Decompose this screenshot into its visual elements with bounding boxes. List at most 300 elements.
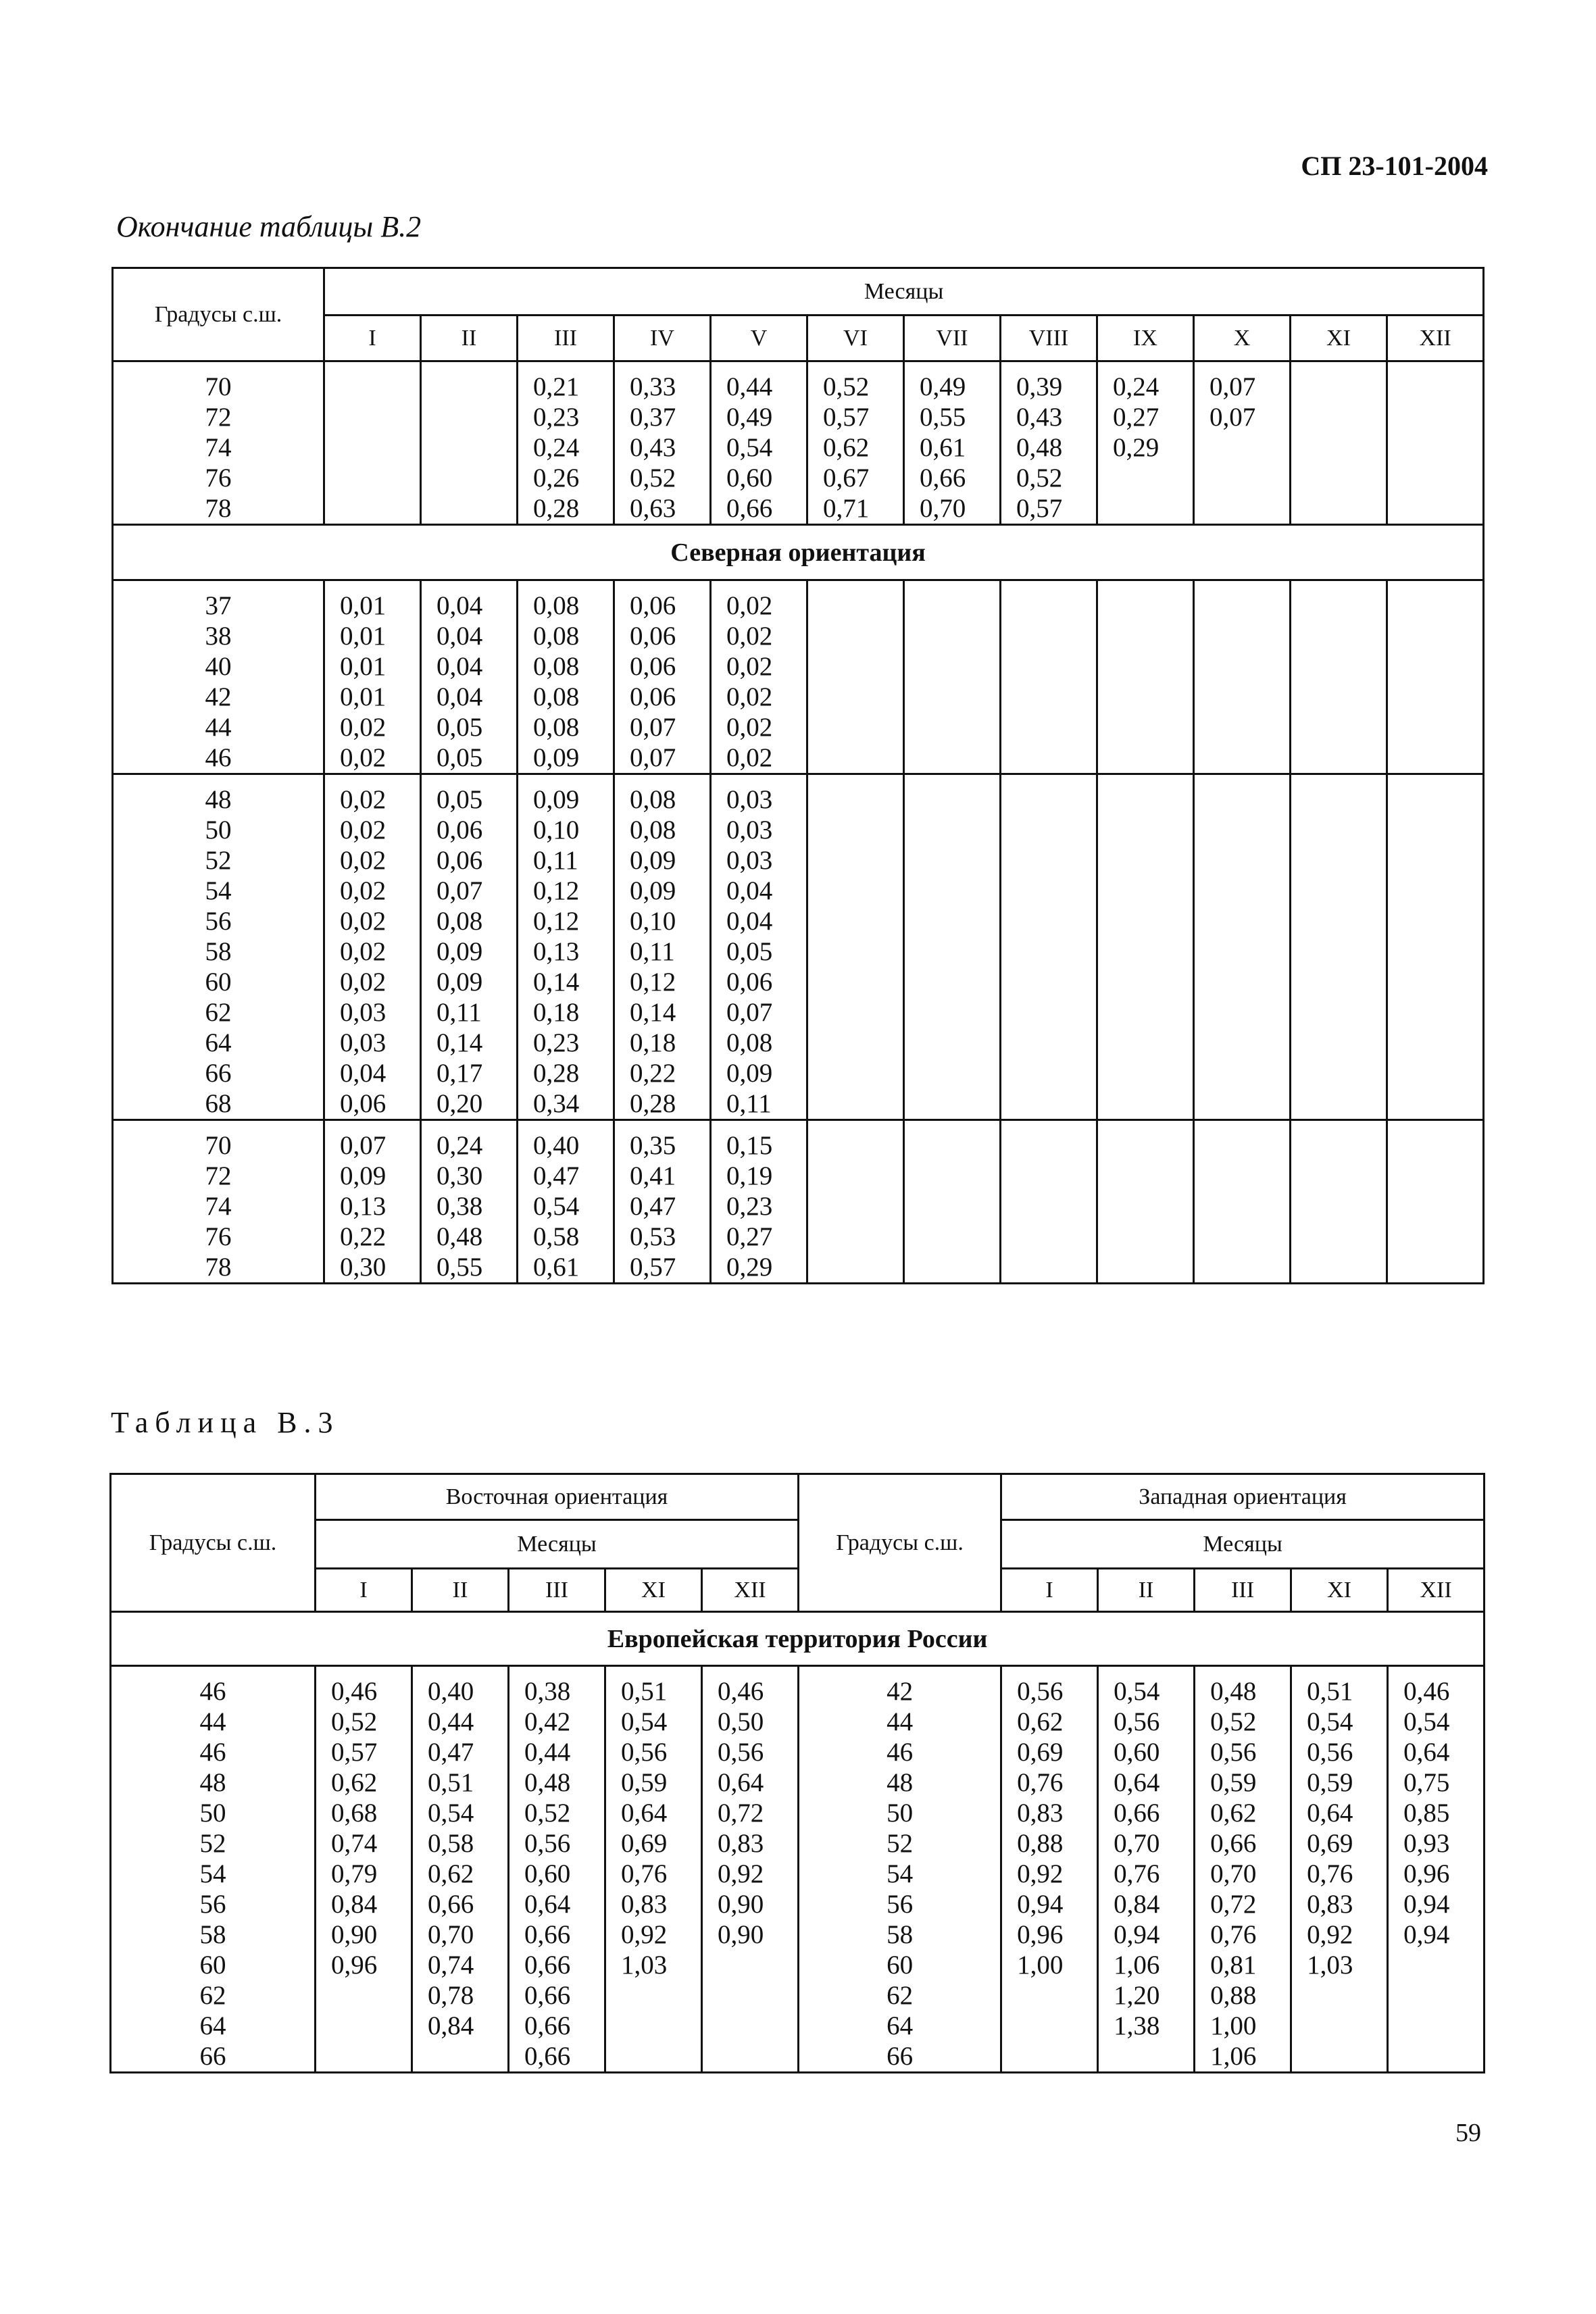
cell-value: 0,02: [340, 785, 386, 814]
west-value-cell: [1195, 1666, 1291, 2073]
cell-value: 0,84: [331, 1890, 378, 1919]
cell-value: 0,60: [726, 463, 773, 493]
cell-value: 0,11: [726, 1089, 772, 1118]
cell-value: 0,01: [340, 622, 386, 651]
value-cell: [1387, 1120, 1484, 1284]
cell-value: 46: [199, 1738, 226, 1767]
cell-value: 0,61: [920, 433, 966, 462]
cell-value: 0,18: [630, 1028, 676, 1057]
cell-value: 0,43: [1016, 403, 1063, 432]
cell-value: 72: [205, 403, 232, 432]
cell-value: 0,52: [630, 463, 676, 493]
value-cell: [711, 774, 807, 1120]
cell-value: 40: [205, 652, 232, 681]
value-cell: [711, 580, 807, 774]
cell-value: 0,78: [428, 1981, 474, 2010]
cell-value: 54: [887, 1859, 914, 1888]
cell-value: 0,41: [630, 1161, 676, 1190]
cell-value: 0,02: [726, 591, 773, 620]
cell-value: 0,76: [621, 1859, 668, 1888]
cell-value: 74: [205, 1192, 232, 1221]
cell-value: 0,46: [331, 1677, 378, 1706]
cell-value: 0,90: [331, 1920, 378, 1949]
cell-value: 0,49: [920, 372, 966, 401]
east-month-header-cell: I: [316, 1569, 412, 1612]
cell-value: 0,09: [533, 743, 580, 772]
cell-value: 0,24: [437, 1131, 483, 1160]
cell-value: 0,76: [1017, 1768, 1064, 1797]
cell-value: 0,83: [718, 1829, 764, 1858]
value-cell: [1387, 361, 1484, 525]
cell-value: 64: [199, 2011, 226, 2040]
cell-value: 0,55: [437, 1253, 483, 1282]
cell-value: 0,20: [437, 1089, 483, 1118]
east-month-header-cell: III: [509, 1569, 605, 1612]
west-month-header-cell: III: [1195, 1569, 1291, 1612]
cell-value: 0,96: [331, 1951, 378, 1980]
cell-value: 0,04: [726, 907, 773, 936]
cell-value: 0,54: [621, 1707, 668, 1736]
value-cell: [1097, 580, 1194, 774]
west-value-cell: [1098, 1666, 1195, 2073]
cell-value: 0,83: [1307, 1890, 1353, 1919]
cell-value: 0,08: [630, 815, 676, 845]
table-b2-caption: Окончание таблицы В.2: [116, 210, 422, 243]
cell-value: 0,23: [533, 1028, 580, 1057]
cell-value: 0,38: [437, 1192, 483, 1221]
cell-value: 0,56: [1210, 1738, 1257, 1767]
value-cell: [1387, 580, 1484, 774]
cell-value: 0,02: [726, 743, 773, 772]
cell-value: 0,48: [437, 1222, 483, 1251]
cell-value: 0,06: [630, 591, 676, 620]
cell-value: 0,64: [1403, 1738, 1450, 1767]
months-header: Месяцы: [324, 268, 1484, 316]
cell-value: 0,57: [630, 1253, 676, 1282]
latitude-cell: [113, 1120, 324, 1284]
cell-value: 0,05: [437, 713, 483, 742]
cell-value: 74: [205, 433, 232, 462]
cell-value: 0,05: [437, 743, 483, 772]
cell-value: 0,08: [533, 622, 580, 651]
cell-value: 0,02: [726, 682, 773, 711]
cell-value: 0,17: [437, 1059, 483, 1088]
cell-value: 0,55: [920, 403, 966, 432]
cell-value: 0,62: [1210, 1799, 1257, 1828]
cell-value: 48: [199, 1768, 226, 1797]
cell-value: 0,88: [1210, 1981, 1257, 2010]
cell-value: 0,57: [1016, 494, 1063, 523]
month-header-cell: IX: [1097, 316, 1194, 361]
cell-value: 0,02: [340, 846, 386, 875]
cell-value: 0,69: [1307, 1829, 1353, 1858]
cell-value: 0,69: [1017, 1738, 1064, 1767]
cell-value: 70: [205, 1131, 232, 1160]
cell-value: 0,66: [1114, 1799, 1160, 1828]
west-latitude-header: Градусы с.ш.: [799, 1474, 1001, 1612]
cell-value: 0,54: [533, 1192, 580, 1221]
value-cell: [1194, 1120, 1291, 1284]
page-number: 59: [1455, 2119, 1481, 2147]
cell-value: 0,04: [437, 652, 483, 681]
cell-value: 0,04: [726, 876, 773, 905]
cell-value: 52: [199, 1829, 226, 1858]
cell-value: 0,02: [726, 652, 773, 681]
cell-value: 0,28: [630, 1089, 676, 1118]
cell-value: 0,54: [428, 1799, 474, 1828]
value-cell: [1194, 774, 1291, 1120]
cell-value: 0,02: [340, 967, 386, 997]
cell-value: 0,14: [533, 967, 580, 997]
value-cell: [1194, 580, 1291, 774]
value-cell: [421, 1120, 518, 1284]
cell-value: 60: [199, 1951, 226, 1980]
cell-value: 0,07: [726, 998, 773, 1027]
cell-value: 52: [205, 846, 232, 875]
value-cell: [1291, 361, 1387, 525]
cell-value: 0,02: [340, 937, 386, 966]
cell-value: 0,22: [340, 1222, 386, 1251]
cell-value: 0,03: [340, 1028, 386, 1057]
cell-value: 0,53: [630, 1222, 676, 1251]
cell-value: 0,08: [533, 713, 580, 742]
month-header-cell: VIII: [1001, 316, 1097, 361]
cell-value: 0,02: [340, 876, 386, 905]
cell-value: 0,14: [630, 998, 676, 1027]
east-value-cell: [509, 1666, 605, 2073]
cell-value: 0,24: [1113, 372, 1159, 401]
cell-value: 0,74: [331, 1829, 378, 1858]
section-title-north: Северная ориентация: [113, 525, 1484, 580]
cell-value: 0,34: [533, 1089, 580, 1118]
section-row-north: [113, 525, 1484, 580]
cell-value: 0,03: [340, 998, 386, 1027]
cell-value: 0,66: [524, 1981, 571, 2010]
value-cell: [1291, 774, 1387, 1120]
cell-value: 38: [205, 622, 232, 651]
value-cell: [904, 774, 1001, 1120]
value-cell: [1001, 361, 1097, 525]
cell-value: 0,22: [630, 1059, 676, 1088]
cell-value: 0,51: [428, 1768, 474, 1797]
west-orientation-header: Западная ориентация: [1001, 1474, 1485, 1520]
cell-value: 0,90: [718, 1920, 764, 1949]
cell-value: 0,04: [340, 1059, 386, 1088]
cell-value: 0,08: [533, 682, 580, 711]
cell-value: 0,11: [630, 937, 675, 966]
cell-value: 0,63: [630, 494, 676, 523]
value-cell: [1387, 774, 1484, 1120]
cell-value: 1,00: [1210, 2011, 1257, 2040]
cell-value: 0,44: [524, 1738, 571, 1767]
value-cell: [1001, 774, 1097, 1120]
cell-value: 58: [887, 1920, 914, 1949]
cell-value: 0,28: [533, 1059, 580, 1088]
cell-value: 0,01: [340, 591, 386, 620]
cell-value: 1,00: [1017, 1951, 1064, 1980]
value-cell: [421, 774, 518, 1120]
cell-value: 0,44: [428, 1707, 474, 1736]
value-cell: [1291, 580, 1387, 774]
value-cell: [807, 361, 904, 525]
cell-value: 0,01: [340, 652, 386, 681]
cell-value: 0,15: [726, 1131, 773, 1160]
cell-value: 76: [205, 1222, 232, 1251]
cell-value: 78: [205, 1253, 232, 1282]
cell-value: 0,04: [437, 591, 483, 620]
cell-value: 0,90: [718, 1890, 764, 1919]
cell-value: 0,83: [1017, 1799, 1064, 1828]
cell-value: 0,52: [524, 1799, 571, 1828]
cell-value: 0,07: [1210, 372, 1256, 401]
cell-value: 0,57: [823, 403, 870, 432]
cell-value: 44: [205, 713, 232, 742]
cell-value: 0,94: [1017, 1890, 1064, 1919]
cell-value: 0,61: [533, 1253, 580, 1282]
east-month-header-cell: XII: [702, 1569, 799, 1612]
cell-value: 0,30: [437, 1161, 483, 1190]
cell-value: 0,48: [1016, 433, 1063, 462]
cell-value: 0,30: [340, 1253, 386, 1282]
cell-value: 0,46: [1403, 1677, 1450, 1706]
west-value-cell: [1291, 1666, 1388, 2073]
west-latitude-cell: [799, 1666, 1001, 2073]
value-cell: [614, 774, 711, 1120]
cell-value: 0,56: [718, 1738, 764, 1767]
cell-value: 60: [887, 1951, 914, 1980]
month-header-cell: III: [518, 316, 614, 361]
cell-value: 66: [887, 2042, 914, 2071]
cell-value: 0,85: [1403, 1799, 1450, 1828]
cell-value: 0,10: [533, 815, 580, 845]
cell-value: 0,54: [1114, 1677, 1160, 1706]
cell-value: 0,66: [524, 2011, 571, 2040]
document-code: СП 23-101-2004: [1301, 151, 1488, 181]
cell-value: 62: [199, 1981, 226, 2010]
latitude-header: Градусы с.ш.: [113, 268, 324, 361]
cell-value: 0,71: [823, 494, 870, 523]
cell-value: 0,42: [524, 1707, 571, 1736]
value-cell: [807, 774, 904, 1120]
cell-value: 50: [199, 1799, 226, 1828]
cell-value: 48: [205, 785, 232, 814]
cell-value: 0,40: [533, 1131, 580, 1160]
table-row: [113, 580, 1484, 774]
cell-value: 0,94: [1403, 1920, 1450, 1949]
cell-value: 0,64: [621, 1799, 668, 1828]
cell-value: 56: [205, 907, 232, 936]
east-month-header-cell: II: [412, 1569, 509, 1612]
cell-value: 0,56: [621, 1738, 668, 1767]
cell-value: 48: [887, 1768, 914, 1797]
cell-value: 0,56: [1307, 1738, 1353, 1767]
cell-value: 0,94: [1114, 1920, 1160, 1949]
west-month-header-cell: XI: [1291, 1569, 1388, 1612]
value-cell: [518, 580, 614, 774]
east-latitude-header: Градусы с.ш.: [111, 1474, 316, 1612]
cell-value: 0,64: [1114, 1768, 1160, 1797]
cell-value: 0,66: [524, 2042, 571, 2071]
cell-value: 0,43: [630, 433, 676, 462]
cell-value: 0,88: [1017, 1829, 1064, 1858]
cell-value: 0,66: [428, 1890, 474, 1919]
cell-value: 0,06: [630, 682, 676, 711]
cell-value: 52: [887, 1829, 914, 1858]
west-month-header-cell: XII: [1388, 1569, 1485, 1612]
value-cell: [904, 580, 1001, 774]
cell-value: 62: [887, 1981, 914, 2010]
cell-value: 0,28: [533, 494, 580, 523]
cell-value: 0,09: [630, 876, 676, 905]
cell-value: 0,06: [340, 1089, 386, 1118]
cell-value: 54: [199, 1859, 226, 1888]
cell-value: 0,02: [726, 713, 773, 742]
cell-value: 0,52: [1210, 1707, 1257, 1736]
section-title-european: Европейская территория России: [111, 1612, 1485, 1666]
cell-value: 0,62: [331, 1768, 378, 1797]
cell-value: 0,06: [630, 622, 676, 651]
cell-value: 0,96: [1017, 1920, 1064, 1949]
value-cell: [518, 774, 614, 1120]
cell-value: 76: [205, 463, 232, 493]
east-months-header: Месяцы: [316, 1520, 799, 1569]
cell-value: 0,94: [1403, 1890, 1450, 1919]
latitude-cell: [113, 774, 324, 1120]
cell-value: 0,84: [1114, 1890, 1160, 1919]
cell-value: 0,24: [533, 433, 580, 462]
cell-value: 0,66: [726, 494, 773, 523]
cell-value: 0,09: [533, 785, 580, 814]
value-cell: [711, 1120, 807, 1284]
cell-value: 0,11: [533, 846, 578, 875]
month-header-cell: V: [711, 316, 807, 361]
cell-value: 0,07: [437, 876, 483, 905]
cell-value: 0,06: [726, 967, 773, 997]
cell-value: 0,51: [621, 1677, 668, 1706]
cell-value: 44: [199, 1707, 226, 1736]
cell-value: 0,67: [823, 463, 870, 493]
cell-value: 0,12: [630, 967, 676, 997]
cell-value: 1,03: [1307, 1951, 1353, 1980]
cell-value: 44: [887, 1707, 914, 1736]
value-cell: [324, 580, 421, 774]
cell-value: 0,09: [340, 1161, 386, 1190]
cell-value: 0,92: [621, 1920, 668, 1949]
cell-value: 0,70: [1210, 1859, 1257, 1888]
cell-value: 0,76: [1210, 1920, 1257, 1949]
cell-value: 0,46: [718, 1677, 764, 1706]
section-row-european: [111, 1612, 1485, 1666]
east-latitude-cell: [111, 1666, 316, 2073]
cell-value: 0,21: [533, 372, 580, 401]
cell-value: 0,69: [621, 1829, 668, 1858]
cell-value: 0,07: [630, 743, 676, 772]
cell-value: 0,39: [1016, 372, 1063, 401]
cell-value: 0,68: [331, 1799, 378, 1828]
cell-value: 0,56: [1114, 1707, 1160, 1736]
cell-value: 0,09: [437, 967, 483, 997]
month-header-cell: VI: [807, 316, 904, 361]
value-cell: [904, 361, 1001, 525]
cell-value: 0,47: [428, 1738, 474, 1767]
cell-value: 0,03: [726, 785, 773, 814]
cell-value: 0,76: [1114, 1859, 1160, 1888]
cell-value: 0,56: [1017, 1677, 1064, 1706]
month-header-cell: XI: [1291, 316, 1387, 361]
table-b3: [109, 1473, 1485, 2073]
cell-value: 0,59: [1307, 1768, 1353, 1797]
value-cell: [421, 580, 518, 774]
cell-value: 0,04: [437, 622, 483, 651]
cell-value: 0,92: [1017, 1859, 1064, 1888]
cell-value: 0,51: [1307, 1677, 1353, 1706]
cell-value: 0,84: [428, 2011, 474, 2040]
cell-value: 0,70: [920, 494, 966, 523]
cell-value: 42: [887, 1677, 914, 1706]
table-row: [113, 361, 1484, 525]
table-row: [113, 1120, 1484, 1284]
value-cell: [904, 1120, 1001, 1284]
cell-value: 0,96: [1403, 1859, 1450, 1888]
cell-value: 0,23: [726, 1192, 773, 1221]
cell-value: 0,66: [524, 1951, 571, 1980]
cell-value: 0,02: [340, 907, 386, 936]
cell-value: 0,62: [823, 433, 870, 462]
cell-value: 0,38: [524, 1677, 571, 1706]
cell-value: 0,62: [428, 1859, 474, 1888]
value-cell: [1097, 774, 1194, 1120]
cell-value: 0,02: [340, 743, 386, 772]
month-header-cell: VII: [904, 316, 1001, 361]
table-b3-caption: Таблица В.3: [111, 1406, 340, 1439]
cell-value: 0,48: [524, 1768, 571, 1797]
cell-value: 0,11: [437, 998, 482, 1027]
cell-value: 0,54: [726, 433, 773, 462]
cell-value: 0,19: [726, 1161, 773, 1190]
value-cell: [324, 361, 421, 525]
cell-value: 0,59: [1210, 1768, 1257, 1797]
cell-value: 50: [205, 815, 232, 845]
cell-value: 1,38: [1114, 2011, 1160, 2040]
cell-value: 0,47: [533, 1161, 580, 1190]
cell-value: 0,23: [533, 403, 580, 432]
cell-value: 0,72: [1210, 1890, 1257, 1919]
cell-value: 0,58: [428, 1829, 474, 1858]
cell-value: 46: [199, 1677, 226, 1706]
cell-value: 0,06: [630, 652, 676, 681]
cell-value: 0,13: [340, 1192, 386, 1221]
west-value-cell: [1001, 1666, 1098, 2073]
value-cell: [324, 1120, 421, 1284]
cell-value: 0,52: [331, 1707, 378, 1736]
cell-value: 0,08: [726, 1028, 773, 1057]
value-cell: [1194, 361, 1291, 525]
cell-value: 0,14: [437, 1028, 483, 1057]
cell-value: 78: [205, 494, 232, 523]
value-cell: [1001, 580, 1097, 774]
west-month-header-cell: II: [1098, 1569, 1195, 1612]
value-cell: [324, 774, 421, 1120]
cell-value: 1,06: [1114, 1951, 1160, 1980]
cell-value: 0,37: [630, 403, 676, 432]
month-header-cell: X: [1194, 316, 1291, 361]
cell-value: 0,83: [621, 1890, 668, 1919]
cell-value: 0,72: [718, 1799, 764, 1828]
cell-value: 0,92: [718, 1859, 764, 1888]
cell-value: 68: [205, 1089, 232, 1118]
cell-value: 0,13: [533, 937, 580, 966]
cell-value: 42: [205, 682, 232, 711]
